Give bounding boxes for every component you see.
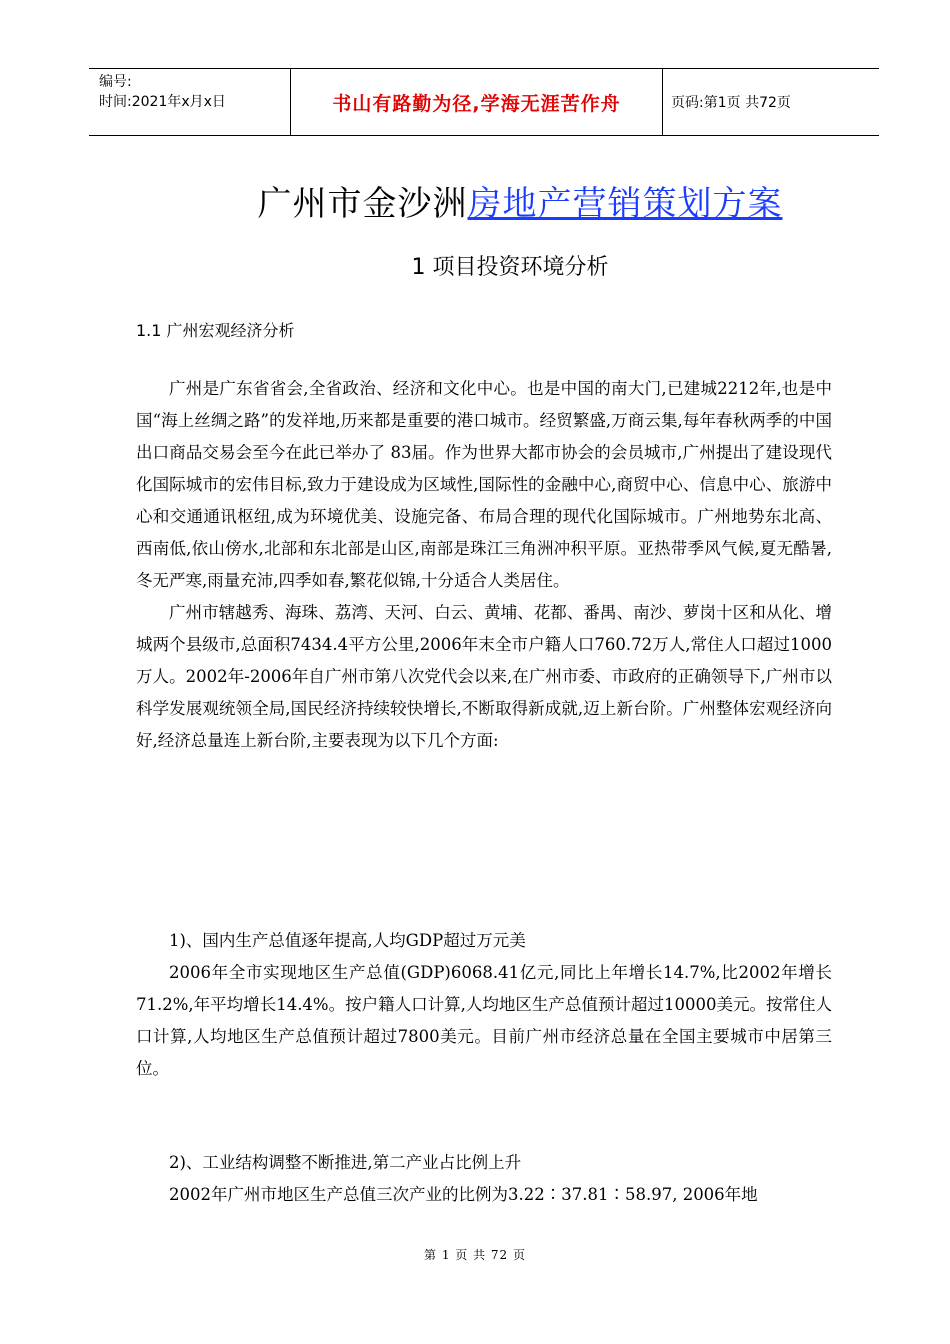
paragraph: 广州市辖越秀、海珠、荔湾、天河、白云、黄埔、花都、番禺、南沙、萝岗十区和从化、增城两个县级市,总面积7434.4平方公里,2006年末全市户籍人口760.72万人,常住人口超过1000万人。2002年-2006年自广州市第八次党代会以来,在广州市委、市政府的正确领导下,广州市以科学发展观统领全局,国民经济持续较快增长,不断取得新成就,迈上新台阶。广州整体宏观经济向好,经济总量连上新台阶,主要表现为以下几个方面: (136, 603, 832, 750)
point-heading: 2)、工业结构调整不断推进,第二产业占比例上升 (169, 1153, 522, 1172)
point-2 (136, 1147, 832, 1211)
header-meta (89, 69, 290, 135)
document-title (0, 176, 950, 225)
paragraph: 广州是广东省省会,全省政治、经济和文化中心。也是中国的南大门,已建城2212年,也是中国“海上丝绸之路”的发祥地,历来都是重要的港口城市。经贸繁盛,万商云集,每年春秋两季的中国出口商品交易会至今在此已举办了 83届。作为世界大都市协会的会员城市,广州提出了建设现代化国际城市的宏伟目标,致力于建设成为区域性,国际性的金融中心,商贸中心、信息中心、旅游中心和交通通讯枢纽,成为环境优美、设施完备、布局合理的现代化国际城市。广州地势东北高、西南低,依山傍水,北部和东北部是山区,南部是珠江三角洲冲积平原。亚热带季风气候,夏无酷暑,冬无严寒,雨量充沛,四季如春,繁花似锦,十分适合人类居住。 (136, 379, 832, 590)
header-page-label: 页码:第1页 共72页 (671, 95, 791, 111)
page-footer: 第 1 页 共 72 页 (424, 1248, 526, 1262)
time-label: 时间:2021年x月x日 (99, 94, 226, 110)
number-label: 编号: (99, 74, 132, 90)
paragraph: 2006年全市实现地区生产总值(GDP)6068.41亿元,同比上年增长14.7%,比2002年增长71.2%,年平均增长14.4%。按户籍人口计算,人均地区生产总值预计超过10000美元。按常住人口计算,人均地区生产总值预计超过7800美元。目前广州市经济总量在全国主要城市中居第三位。 (136, 963, 832, 1078)
title-plain: 广州市金沙洲 (257, 184, 468, 224)
document-header (89, 68, 879, 136)
point-heading: 1)、国内生产总值逐年提高,人均GDP超过万元美 (169, 931, 526, 950)
title-link[interactable]: 房地产营销策划方案 (467, 184, 783, 224)
subsection-title: 1.1 广州宏观经济分析 (136, 321, 295, 340)
intro-paragraphs (136, 373, 832, 757)
point-1 (136, 925, 832, 1085)
header-motto: 书山有路勤为径,学海无涯苦作舟 (290, 69, 663, 135)
section-title: 1 项目投资环境分析 (411, 255, 609, 280)
paragraph: 2002年广州市地区生产总值三次产业的比例为3.22∶37.81∶58.97, 2006年地 (169, 1185, 758, 1204)
